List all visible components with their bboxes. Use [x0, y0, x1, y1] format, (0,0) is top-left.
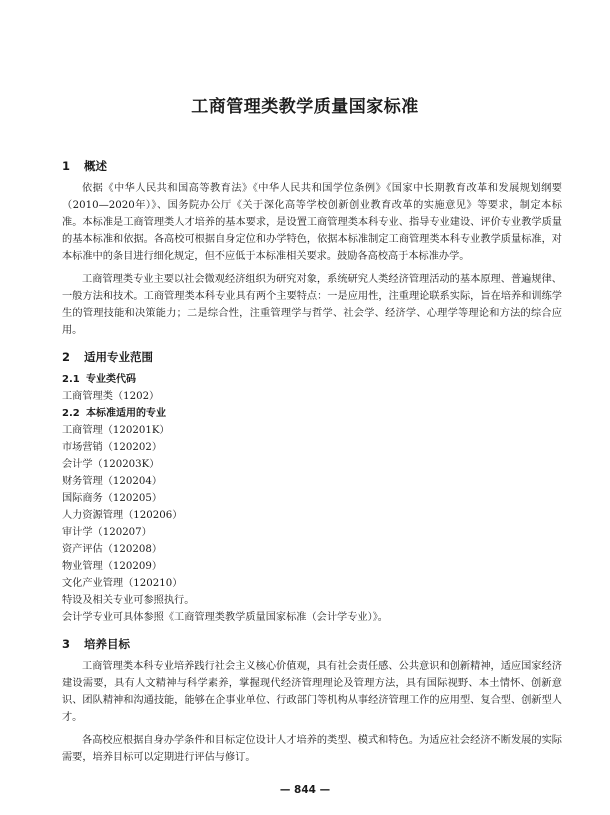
list-item: 市场营销（120202）	[62, 442, 163, 453]
page-number: — 844 —	[279, 784, 331, 796]
note-line: 会计学专业可具体参照《工商管理类教学质量国家标准（会计学专业）》。	[62, 612, 388, 623]
list-item: 物业管理（120209）	[62, 561, 163, 572]
section-heading-2	[62, 349, 562, 367]
section-title: 概述	[84, 159, 107, 173]
list-item: 会计学（120203K）	[62, 459, 160, 470]
list-item: 人力资源管理（120206）	[62, 510, 183, 521]
category-code-line: 工商管理类（1202）	[62, 391, 160, 402]
subsection-heading-2-2	[62, 405, 562, 422]
section-title: 培养目标	[84, 637, 130, 651]
section-title: 适用专业范围	[84, 350, 153, 364]
section-number: 2	[62, 350, 71, 364]
list-item: 国际商务（120205）	[62, 493, 163, 504]
section-heading-3	[62, 636, 562, 654]
list-item: 财务管理（120204）	[62, 476, 163, 487]
section-number: 3	[62, 637, 71, 651]
subsection-heading-2-1	[62, 371, 562, 388]
subsection-number: 2.1	[62, 374, 80, 385]
paragraph: 各高校应根据自身办学条件和目标定位设计人才培养的类型、模式和特色。为适应社会经济不断发展的实际需要，培养目标可以定期进行评估与修订。	[62, 735, 562, 763]
section-number: 1	[62, 159, 71, 173]
paragraph: 工商管理类本科专业培养践行社会主义核心价值观，具有社会责任感、公共意识和创新精神，适应国家经济建设需要，具有人文精神与科学素养，掌握现代经济管理理论及管理方法，具有国际视野、本土情怀、创新意识、团队精神和沟通技能，能够在企事业单位、行政部门等机构从事经济管理工作的应用型、复合型、创新型人才。	[62, 661, 562, 723]
paragraph: 依据《中华人民共和国高等教育法》《中华人民共和国学位条例》《国家中长期教育改革和发展规划纲要（2010—2020年）》、国务院办公厅《关于深化高等学校创新创业教育改革的实施意见》等要求，制定本标准。本标准是工商管理类人才培养的基本要求，是设置工商管理类本科专业、指导专业建设、评价专业教学质量的基本标准和依据。各高校可根据自身定位和办学特色，依据本标准制定工商管理类本科专业教学质量标准，对本标准中的条目进行细化规定，但不应低于本标准相关要求。鼓励各高校高于本标准办学。	[62, 183, 562, 262]
list-item: 审计学（120207）	[62, 527, 152, 538]
subsection-number: 2.2	[62, 408, 80, 419]
paragraph: 工商管理类专业主要以社会微观经济组织为研究对象，系统研究人类经济管理活动的基本原理、普遍规律、一般方法和技术。工商管理类本科专业具有两个主要特点：一是应用性，注重理论联系实际，旨在培养和训练学生的管理技能和决策能力；二是综合性，注重管理学与哲学、社会学、经济学、心理学等理论和方法的综合应用。	[62, 274, 562, 336]
page-title: 工商管理类教学质量国家标准	[191, 97, 419, 117]
list-item: 资产评估（120208）	[62, 544, 163, 555]
list-item: 工商管理（120201K）	[62, 425, 170, 436]
note-line: 特设及相关专业可参照执行。	[62, 595, 195, 606]
list-item: 文化产业管理（120210）	[62, 578, 183, 589]
document-body	[62, 158, 562, 766]
subsection-title: 本标准适用的专业	[86, 408, 166, 419]
subsection-title: 专业类代码	[86, 374, 136, 385]
section-heading-1	[62, 158, 562, 176]
